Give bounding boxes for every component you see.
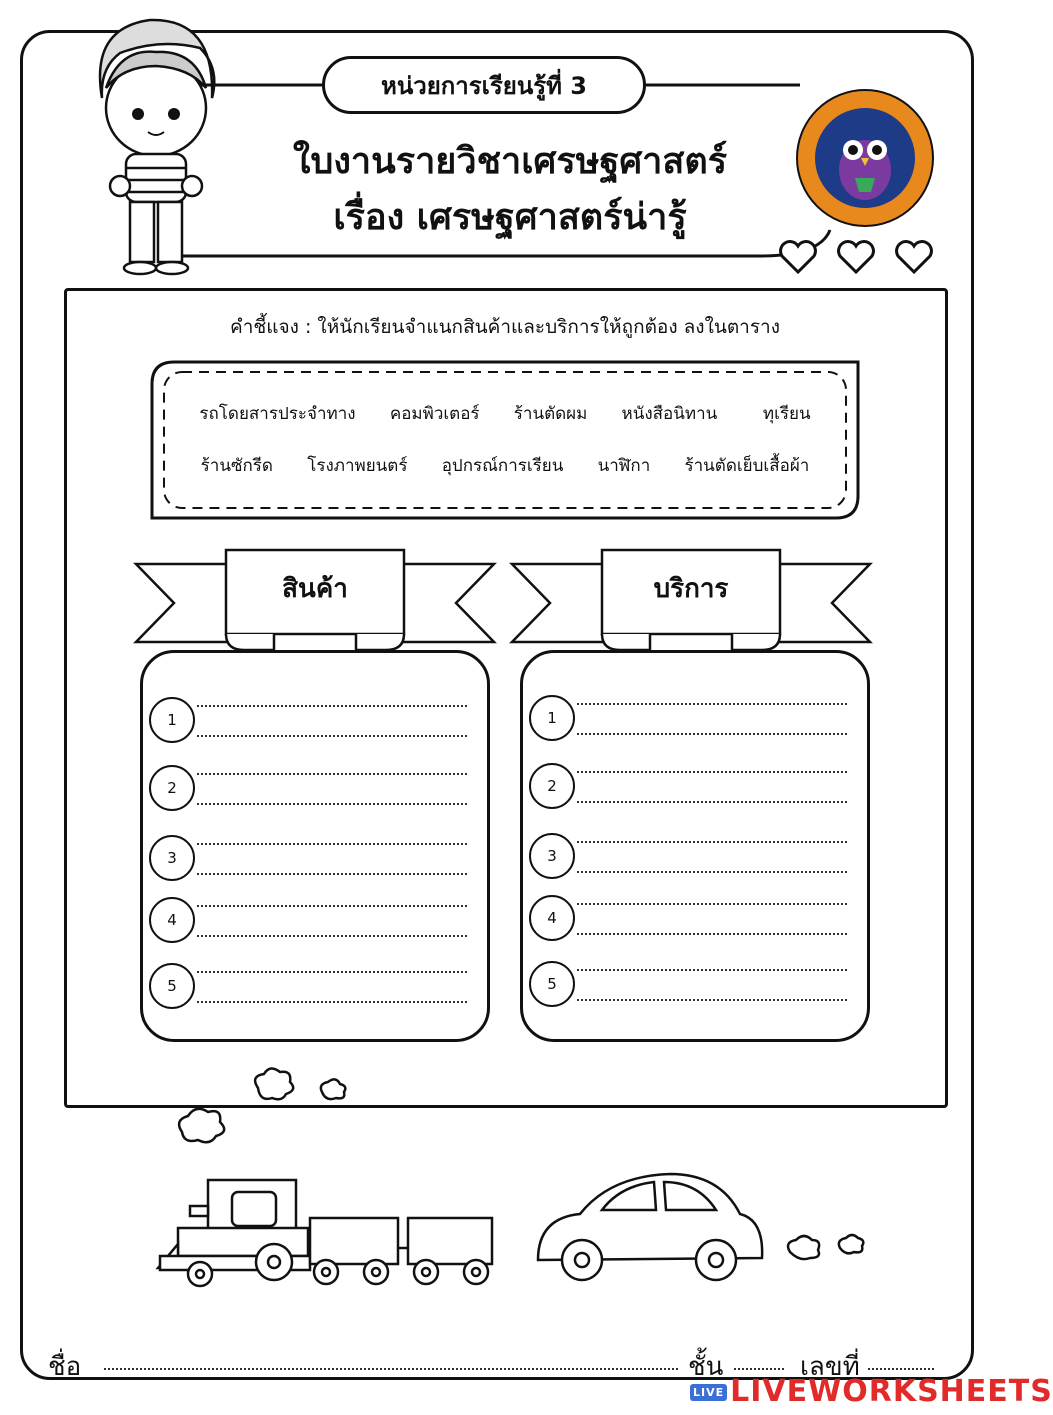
services-answer-row[interactable] (523, 763, 867, 823)
goods-answer-row[interactable] (143, 835, 487, 895)
goods-answer-row[interactable] (143, 697, 487, 757)
heart-icon (839, 242, 874, 272)
number-label: เลขที่ (800, 1352, 860, 1382)
row-number-badge: 1 (529, 695, 575, 741)
services-answer-row[interactable] (523, 961, 867, 1021)
row-number-badge: 2 (529, 763, 575, 809)
owl-logo-icon (795, 88, 935, 228)
row-number-badge: 2 (149, 765, 195, 811)
word-item: อุปกรณ์การเรียน (441, 456, 564, 476)
title-line-1: ใบงานรายวิชาเศรษฐศาสตร์ (292, 141, 728, 182)
word-item: ร้านตัดเย็บเสื้อผ้า (684, 456, 810, 476)
row-number-badge: 1 (149, 697, 195, 743)
word-item: ร้านซักรีด (200, 456, 273, 476)
logo-badge (795, 88, 935, 228)
heart-icon (781, 242, 816, 272)
word-item: โรงภาพยนตร์ (307, 456, 408, 476)
instruction-text: คำชี้แจง : ให้นักเรียนจำแนกสินค้าและบริการให้ถูกต้อง ลงในตาราง (230, 316, 780, 338)
smoke-cloud-icon (179, 1109, 224, 1142)
number-field[interactable] (868, 1368, 934, 1370)
goods-answer-row[interactable] (143, 897, 487, 957)
word-bank-row-1 (150, 400, 860, 427)
name-label: ชื่อ (48, 1352, 82, 1382)
smoke-cloud-icon (321, 1079, 345, 1099)
row-number-badge: 5 (529, 961, 575, 1007)
liveworksheets-badge: LIVE (690, 1384, 727, 1401)
services-answer-row[interactable] (523, 833, 867, 893)
goods-heading: สินค้า (282, 574, 348, 604)
row-number-badge: 5 (149, 963, 195, 1009)
train-and-car-illustration (150, 1068, 870, 1298)
goods-answer-row[interactable] (143, 765, 487, 825)
class-field[interactable] (734, 1368, 784, 1370)
services-answer-row[interactable] (523, 895, 867, 955)
word-bank-box (150, 360, 860, 520)
exhaust-cloud-icon (788, 1236, 819, 1259)
goods-answer-row[interactable] (143, 963, 487, 1023)
word-item: หนังสือนิทาน (621, 404, 718, 424)
goods-answer-panel (140, 650, 490, 1042)
watermark-text: LIVEWORKSHEETS (730, 1374, 1053, 1409)
name-field[interactable] (104, 1368, 678, 1370)
hearts-decor (776, 238, 946, 278)
word-item: ทุเรียน (762, 404, 811, 424)
boy-illustration (80, 8, 230, 278)
row-number-badge: 4 (529, 895, 575, 941)
word-item: รถโดยสารประจำทาง (199, 404, 356, 424)
row-number-badge: 3 (149, 835, 195, 881)
liveworksheets-watermark (690, 1374, 1053, 1409)
exhaust-cloud-icon (839, 1235, 863, 1253)
title-line-2: เรื่อง เศรษฐศาสตร์น่ารู้ (333, 197, 687, 238)
heart-icon (897, 242, 932, 272)
row-number-badge: 4 (149, 897, 195, 943)
services-heading: บริการ (653, 574, 729, 604)
class-label: ชั้น (688, 1352, 724, 1382)
word-bank-row-2 (150, 452, 860, 479)
row-number-badge: 3 (529, 833, 575, 879)
smoke-cloud-icon (255, 1068, 293, 1099)
services-answer-panel (520, 650, 870, 1042)
word-item: ร้านตัดผม (513, 404, 588, 424)
services-answer-row[interactable] (523, 695, 867, 755)
unit-label: หน่วยการเรียนรู้ที่ 3 (322, 56, 646, 114)
word-item: นาฬิกา (597, 456, 651, 476)
word-item: คอมพิวเตอร์ (389, 404, 480, 424)
